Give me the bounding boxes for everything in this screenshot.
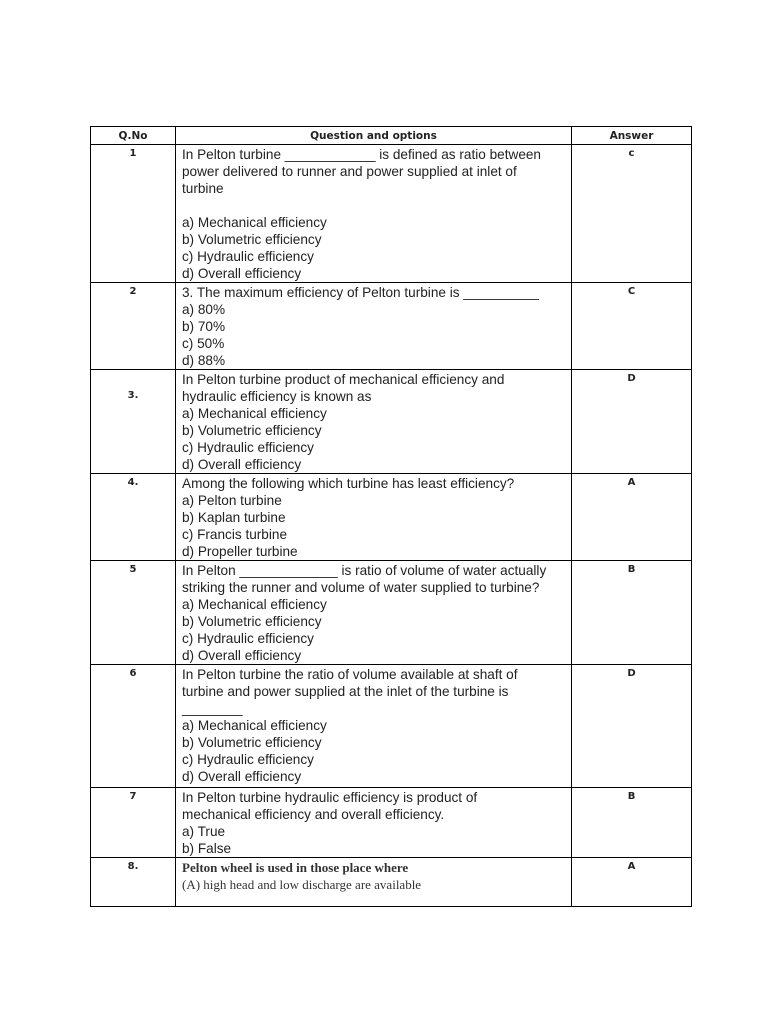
option-c: c) Hydraulic efficiency — [182, 440, 314, 455]
table-row — [91, 858, 692, 907]
answer-cell: C — [572, 283, 692, 370]
question-text: In Pelton turbine product of mechanical efficiency and — [182, 372, 505, 387]
question-cell — [176, 858, 572, 907]
option-d: d) Overall efficiency — [182, 266, 302, 281]
option-b: b) Volumetric efficiency — [182, 232, 322, 247]
question-text: Among the following which turbine has least efficiency? — [182, 476, 515, 491]
question-cell — [176, 788, 572, 858]
answer-cell: A — [572, 474, 692, 561]
option-b: b) Volumetric efficiency — [182, 735, 322, 750]
answer-cell: B — [572, 788, 692, 858]
table-row — [91, 283, 692, 370]
question-number: 3. — [91, 370, 176, 474]
option-a: a) Mechanical efficiency — [182, 718, 327, 733]
question-text: hydraulic efficiency is known as — [182, 389, 372, 404]
option-b: b) Volumetric efficiency — [182, 423, 322, 438]
option-a: a) Mechanical efficiency — [182, 597, 327, 612]
question-text: turbine — [182, 181, 224, 196]
option-a: a) True — [182, 824, 226, 839]
option-a: a) Mechanical efficiency — [182, 215, 327, 230]
header-question: Question and options — [176, 127, 572, 145]
header-row — [91, 127, 692, 145]
table-row — [91, 788, 692, 858]
option-b: b) False — [182, 841, 232, 856]
question-number: 4. — [91, 474, 176, 561]
option-d: d) Propeller turbine — [182, 544, 298, 559]
answer-cell: c — [572, 145, 692, 283]
answer-cell: A — [572, 858, 692, 907]
question-text: In Pelton turbine hydraulic efficiency is product of — [182, 790, 478, 805]
option-d: d) Overall efficiency — [182, 648, 302, 663]
question-number: 6 — [91, 665, 176, 788]
question-text: 3. The maximum efficiency of Pelton turbine is __________ — [182, 285, 539, 300]
answer-cell: D — [572, 370, 692, 474]
question-number: 1 — [91, 145, 176, 283]
question-text: In Pelton _____________ is ratio of volume of water actually — [182, 563, 547, 578]
answer-cell: D — [572, 665, 692, 788]
option-c: c) Hydraulic efficiency — [182, 631, 314, 646]
question-text: Pelton wheel is used in those place where — [182, 860, 409, 875]
question-cell — [176, 665, 572, 788]
option-a: a) 80% — [182, 302, 226, 317]
option-a: a) Pelton turbine — [182, 493, 282, 508]
question-cell — [176, 283, 572, 370]
question-cell — [176, 561, 572, 665]
question-text: turbine and power supplied at the inlet of the turbine is — [182, 684, 509, 699]
table-row — [91, 561, 692, 665]
question-blank: ________ — [182, 701, 243, 716]
question-text: In Pelton turbine the ratio of volume available at shaft of — [182, 667, 518, 682]
question-number: 7 — [91, 788, 176, 858]
question-number: 2 — [91, 283, 176, 370]
question-text: mechanical efficiency and overall efficiency. — [182, 807, 445, 822]
table-row — [91, 665, 692, 788]
option-b: b) 70% — [182, 319, 226, 334]
question-cell — [176, 370, 572, 474]
option-c: c) 50% — [182, 336, 225, 351]
option-c: c) Hydraulic efficiency — [182, 752, 314, 767]
question-number: 8. — [91, 858, 176, 907]
blank-line — [182, 197, 567, 214]
question-cell — [176, 145, 572, 283]
option-b: b) Kaplan turbine — [182, 510, 286, 525]
option-c: c) Hydraulic efficiency — [182, 249, 314, 264]
header-answer: Answer — [572, 127, 692, 145]
question-text: striking the runner and volume of water supplied to turbine? — [182, 580, 540, 595]
option-d: d) 88% — [182, 353, 226, 368]
answer-cell: B — [572, 561, 692, 665]
question-number: 5 — [91, 561, 176, 665]
table-row — [91, 145, 692, 283]
option-b: b) Volumetric efficiency — [182, 614, 322, 629]
option-d: d) Overall efficiency — [182, 457, 302, 472]
option-a: (A) high head and low discharge are available — [182, 877, 422, 892]
table-row — [91, 370, 692, 474]
header-qno: Q.No — [91, 127, 176, 145]
question-text: power delivered to runner and power supplied at inlet of — [182, 164, 517, 179]
table-row — [91, 474, 692, 561]
option-a: a) Mechanical efficiency — [182, 406, 327, 421]
option-c: c) Francis turbine — [182, 527, 288, 542]
question-text: In Pelton turbine ____________ is defined as ratio between — [182, 147, 541, 162]
question-cell — [176, 474, 572, 561]
mcq-table — [90, 126, 692, 907]
option-d: d) Overall efficiency — [182, 769, 302, 784]
